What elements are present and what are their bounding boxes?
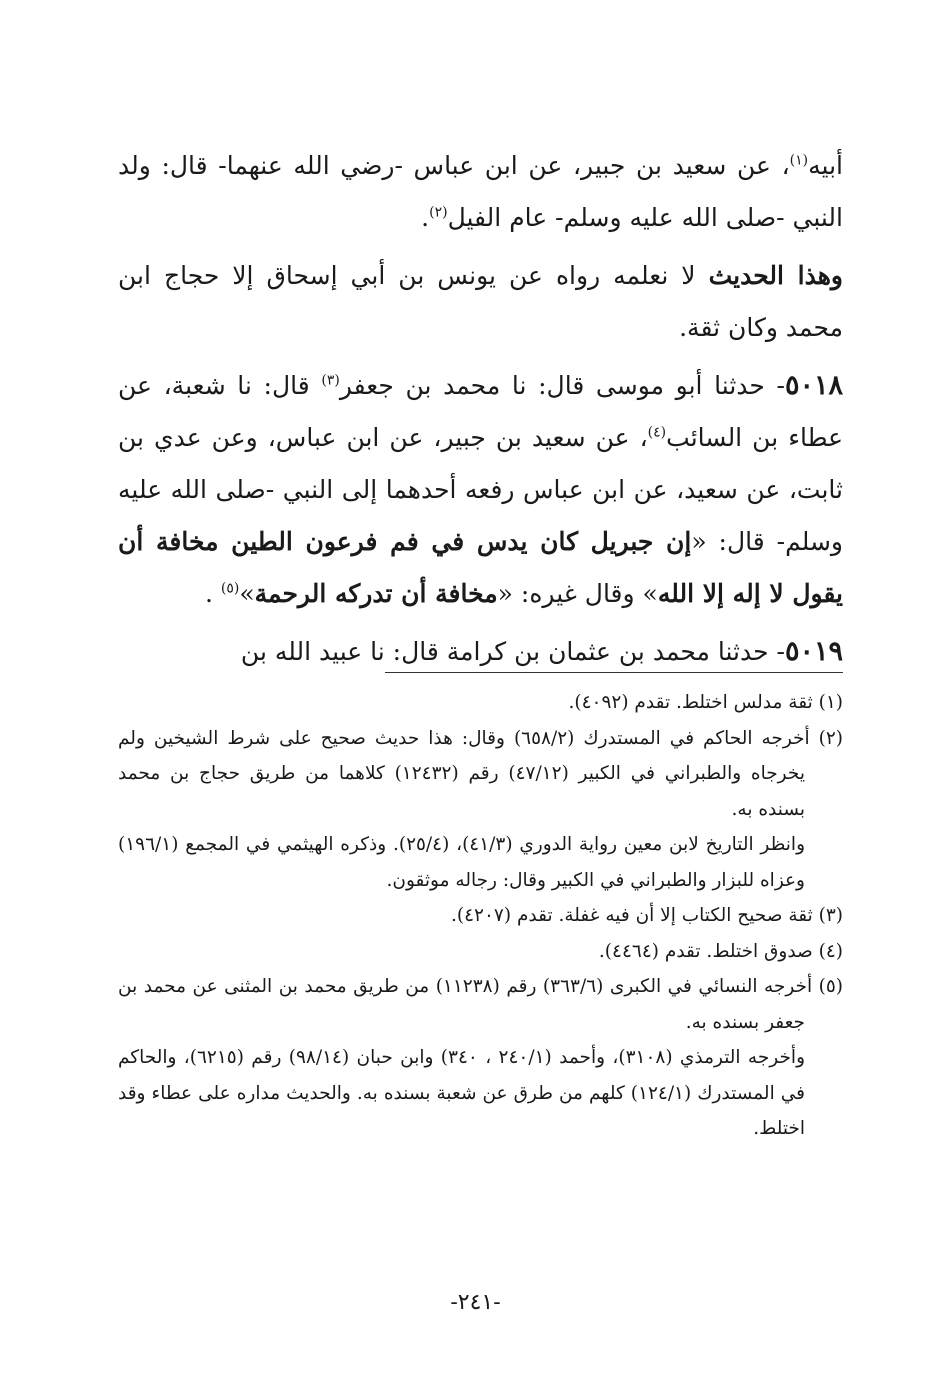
text: لا نعلمه رواه عن يونس بن أبي إسحاق إلا حجاج ابن محمد وكان ثقة. (118, 261, 843, 342)
footnote-5: (٥) أخرجه النسائي في الكبرى (٣٦٣/٦) رقم (١١٢٣٨) من طريق محمد بن المثنى عن محمد بن جعفر بسنده به. (118, 976, 843, 1033)
footnote-ref: (١) (789, 152, 809, 169)
footnotes (118, 685, 843, 1147)
footnote-ref: (٢) (429, 204, 448, 221)
text: - حدثنا محمد بن عثمان بن كرامة قال: نا عبيد الله بن (240, 637, 785, 666)
footnote-2-continued: وانظر التاريخ لابن معين رواية الدوري (٤١/٣)، (٢٥/٤). وذكره الهيثمي في المجمع (١٩٦/١) وعزاه للبزار والطبراني في الكبير وقال: رجاله موثقون. (118, 834, 805, 891)
footnote-2: (٢) أخرجه الحاكم في المستدرك (٦٥٨/٢) وقال: هذا حديث صحيح على شرط الشيخين ولم يخرجاه والطبراني في الكبير (٤٧/١٢) رقم (١٢٤٣٢) كلاهما من طريق حجاج بن محمد بسنده به. (118, 727, 843, 820)
hadith-matn: إن جبريل كان يدس في فم فرعون الطين مخافة أن يقول لا إله إلا الله (118, 527, 843, 608)
bold-lead: وهذا الحديث (708, 261, 843, 290)
hadith-5019 (118, 626, 843, 678)
main-text (118, 140, 843, 684)
page-number: -٢٤١- (450, 1290, 501, 1315)
footnote-4: (٤) صدوق اختلط. تقدم (٤٤٦٤). (598, 940, 843, 962)
text: أبيه (808, 151, 843, 180)
footnote-ref: (٣) (321, 372, 340, 389)
text: . (421, 203, 430, 232)
hadith-number: ٥٠١٨ (784, 370, 843, 401)
footnote-3: (٣) ثقة صحيح الكتاب إلا أن فيه غفلة. تقدم (٤٢٠٧). (451, 905, 843, 926)
footnote-ref: (٥) (220, 580, 240, 597)
text: » (239, 579, 255, 608)
text: . (204, 579, 221, 608)
text: ، عن سعيد بن جبير، عن ابن عباس، وعن عدي بن ثابت، عن سعيد، عن ابن عباس رفعه أحدهما إلى النبي -صلى الله عليه وسلم- قال: « (118, 423, 843, 556)
paragraph-2 (118, 250, 843, 354)
footnote-5-continued: وأخرجه الترمذي (٣١٠٨)، وأحمد (٢٤٠/١ ، ٣٤٠) وابن حبان (٩٨/١٤) رقم (٦٢١٥)، والحاكم في المستدرك (١٢٤/١) كلهم من طرق عن شعبة بسنده به. والحديث مداره على عطاء وقد اختلط. (118, 1047, 806, 1139)
footnote-separator (385, 672, 843, 673)
text: - حدثنا أبو موسى قال: نا محمد بن جعفر (339, 371, 785, 400)
text: » وقال غيره: « (497, 579, 658, 608)
hadith-number: ٥٠١٩ (784, 636, 843, 667)
text: قال: نا شعبة، عن عطاء بن السائب (118, 371, 843, 452)
hadith-matn-variant: مخافة أن تدركه الرحمة (254, 579, 498, 608)
paragraph-1 (118, 140, 843, 244)
footnote-1: (١) ثقة مدلس اختلط. تقدم (٤٠٩٢). (568, 692, 843, 713)
text: ، عن سعيد بن جبير، عن ابن عباس -رضي الله عنهما- قال: ولد النبي -صلى الله عليه وسلم- عام الفيل (118, 151, 843, 232)
footnote-ref: (٤) (647, 424, 667, 441)
hadith-5018 (118, 360, 843, 620)
